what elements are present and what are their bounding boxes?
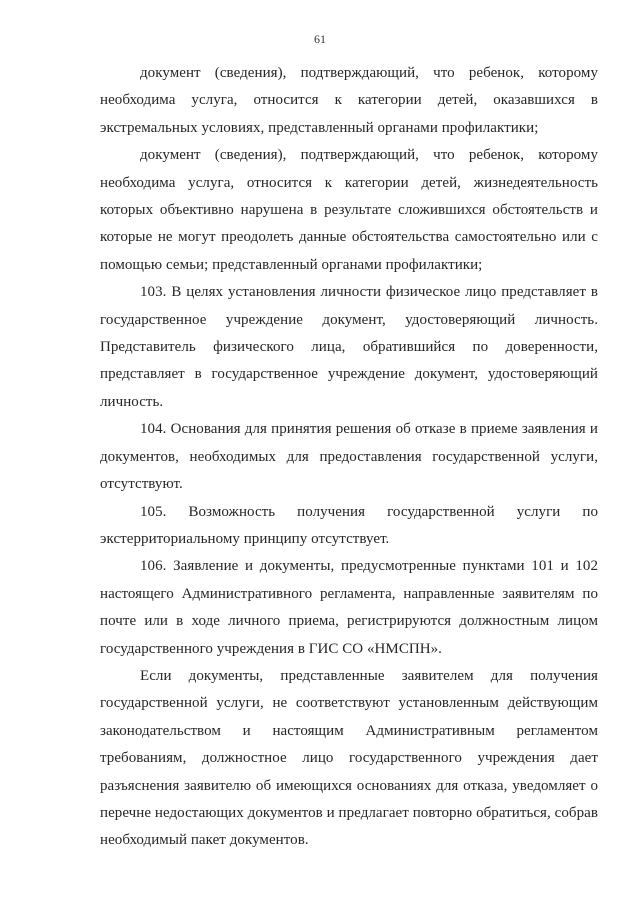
- paragraph-document-extreme-conditions: документ (сведения), подтверждающий, что ребенок, которому необходима услуга, относится к категории детей, оказавшихся в экстремальных условиях, представленный органами профилактики;: [100, 65, 598, 136]
- paragraph-104-refusal-grounds: 104. Основания для принятия решения об отказе в приеме заявления и документов, необходимых для предоставления государственной услуги, отсутствуют.: [100, 421, 598, 493]
- paragraph-105-extraterritorial: 105. Возможность получения государственной услуги по экстерриториальному принципу отсутствует.: [100, 503, 598, 547]
- paragraph-106-registration: 106. Заявление и документы, предусмотренные пунктами 101 и 102 настоящего Административного регламента, направленные заявителям по почте или в ходе личного приема, регистрируются должностным лицом государственного учреждения в ГИС СО «НМСПН».: [100, 558, 598, 657]
- paragraph-103-identity: 103. В целях установления личности физическое лицо представляет в государственное учреждение документ, удостоверяющий личность. Представитель физического лица, обратившийся по доверенности, представляет в государственное учреждение документ, удостоверяющий личность.: [100, 284, 598, 410]
- document-body: [100, 60, 598, 855]
- paragraph-document-disrupted-life: документ (сведения), подтверждающий, что ребенок, которому необходима услуга, относится к категории детей, жизнедеятельность которых объективно нарушена в результате сложившихся обстоятельств и которые не могут преодолеть данные обстоятельства самостоятельно или с помощью семьи; представленный органами профилактики;: [100, 147, 598, 273]
- paragraph-noncompliant-documents: Если документы, представленные заявителем для получения государственной услуги, не соответствуют установленным действующим законодательством и настоящим Административным регламентом требованиям, должностное лицо государственного учреждения дает разъяснения заявителю об имеющихся основаниях для отказа, уведомляет о перечне недостающих документов и предлагает повторно обратиться, собрав необходимый пакет документов.: [100, 667, 598, 849]
- page-number: 61: [314, 32, 326, 46]
